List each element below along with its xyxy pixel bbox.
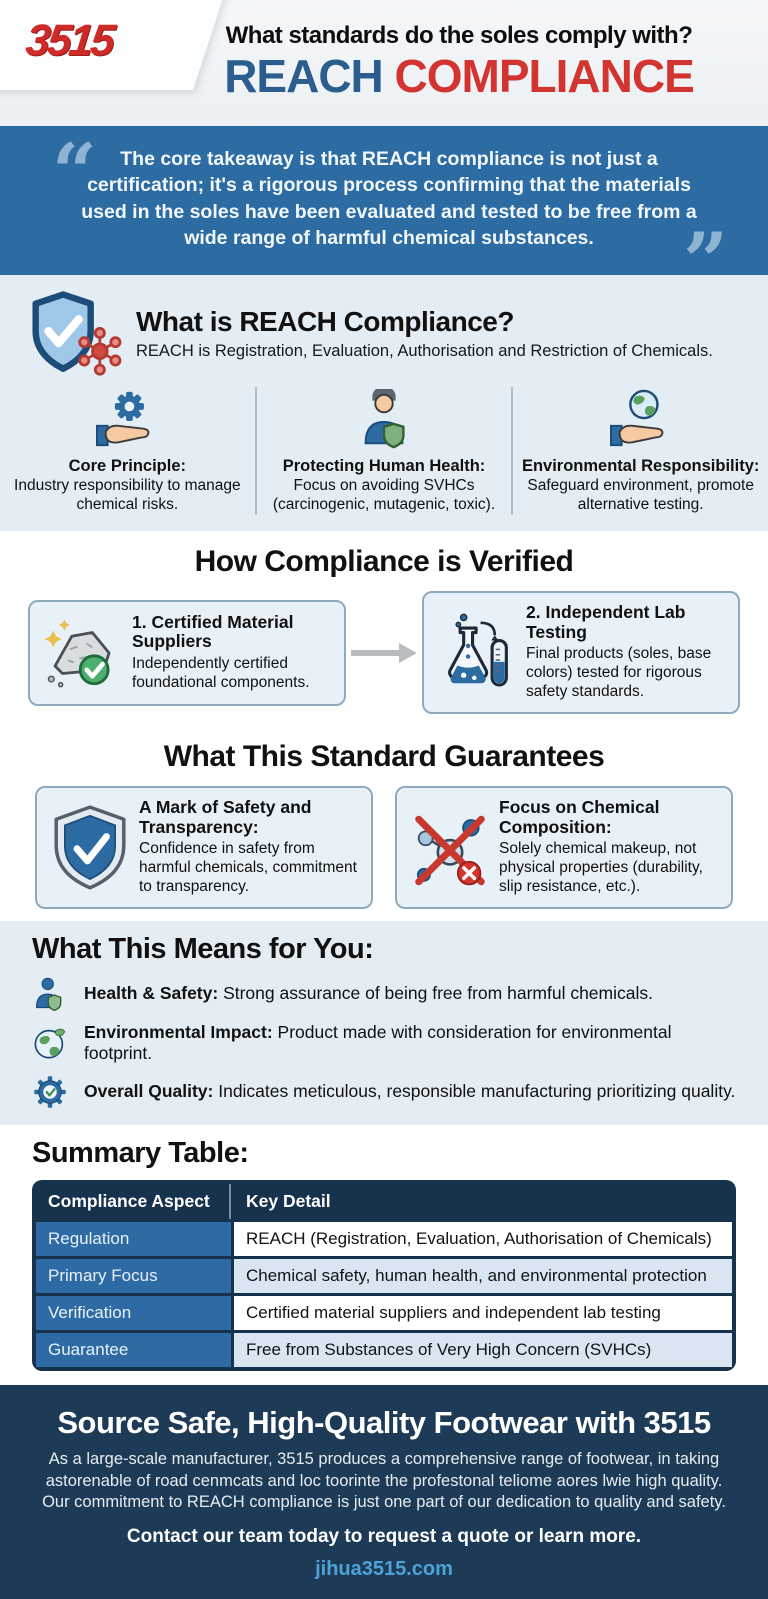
pillar-core-principle [0,387,255,515]
footer-line: astorenable of road cenmcats and loc toorinte the profestonal teliome aores lwie high quality. [45,1471,723,1490]
material-check-icon [40,612,126,694]
means-item-health [32,975,736,1013]
section-means-for-you [0,921,768,1125]
card-certified-suppliers [28,600,346,706]
person-shield-icon [265,387,504,451]
page-title [150,52,768,100]
what-is-titles [136,306,713,361]
cell-aspect: Regulation [36,1222,231,1256]
pillar-text: Safeguard environment, promote alternative testing. [527,477,754,514]
card-safety-transparency [35,786,373,909]
verified-title: How Compliance is Verified [194,545,574,579]
footer-title: Source Safe, High-Quality Footwear with 3515 [57,1404,711,1440]
footer-cta: Contact our team today to request a quote or learn more. [126,1526,642,1548]
card-text: Final products (soles, base colors) tested for rigorous safety standards. [526,645,712,701]
summary-table [33,1181,735,1370]
section-how-verified [0,531,768,726]
means-title: What This Means for You: [32,932,374,965]
title-compliance: COMPLIANCE [394,50,694,102]
quote-text: The core takeaway is that REACH compliance is not just a certification; it's a rigorous process confirming that the materials used in the soles have been evaluated and tested to be free from a wide range of harmful chemical substances. [81,148,697,249]
gear-check-icon [32,1073,68,1111]
means-label: Overall Quality: [84,1081,214,1102]
molecule-x-icon [407,804,493,890]
card-title: 2. Independent Lab Testing [526,602,686,642]
brand-logo: 3515 [23,16,115,65]
footer-line: Our commitment to REACH compliance is just one part of our dedication to quality and safety. [42,1493,726,1512]
means-item-quality [32,1073,736,1111]
pillar-human-health [255,387,512,515]
open-quote-icon: “ [52,127,97,218]
cell-aspect: Verification [36,1296,231,1330]
card-title: Focus on Chemical Composition: [499,796,660,837]
card-body [526,603,728,702]
globe-hand-icon [521,387,760,451]
what-is-title: What is REACH Compliance? [136,305,514,337]
lab-flask-icon [434,610,520,696]
means-body: Strong assurance of being free from harmful chemicals. [218,983,653,1004]
section-summary-table [0,1125,768,1385]
verified-cards [0,591,768,714]
cell-detail: Chemical safety, human health, and environmental protection [234,1259,732,1293]
guarantee-cards [0,786,768,909]
card-text: Solely chemical makeup, not physical properties (durability, slip resistance, etc.). [499,840,703,895]
card-body [499,798,721,897]
header-titles [150,0,768,100]
footer-line: As a large-scale manufacturer, 3515 produces a comprehensive range of footwear, in taking [48,1449,720,1468]
card-lab-testing [422,591,740,714]
title-space [383,50,395,102]
card-text: Confidence in safety from harmful chemicals, commitment to transparency. [139,840,357,895]
means-label: Environmental Impact: [84,1021,273,1042]
section-guarantees [0,726,768,921]
table-header-row [36,1184,732,1219]
card-chemical-composition [395,786,733,909]
pillar-environment [511,387,768,515]
page-header [0,0,768,126]
means-text [84,1022,736,1064]
table-row [36,1333,732,1367]
cell-detail: Certified material suppliers and independent lab testing [234,1296,732,1330]
page-footer [0,1385,768,1599]
means-text [84,1081,735,1102]
what-is-heading-row [30,289,738,377]
flow-arrow-icon [346,641,422,665]
reach-pillars [0,387,768,515]
table-row [36,1296,732,1330]
means-text [84,983,653,1004]
pillar-title: Environmental Responsibility: [521,457,760,476]
table-row [36,1222,732,1256]
footer-paragraph [24,1449,744,1514]
close-quote-icon: ” [683,215,728,307]
title-reach: REACH [224,50,383,102]
pillar-title: Core Principle: [68,457,187,476]
header-key-detail: Key Detail [246,1190,331,1211]
card-body [139,798,361,897]
person-shield-icon [32,975,68,1013]
card-title: 1. Certified Material Suppliers [132,611,294,652]
what-is-subtitle: REACH is Registration, Evaluation, Authorisation and Restriction of Chemicals. [136,341,713,360]
cell-aspect: Guarantee [36,1333,231,1367]
header-question: What standards do the soles comply with? [225,22,693,49]
shield-check-icon [47,803,133,891]
summary-title: Summary Table: [32,1136,249,1169]
pillar-text: Industry responsibility to manage chemical risks. [14,477,241,514]
card-text: Independently certified foundational components. [132,654,310,691]
means-body: Product made with consideration for environmental footprint. [84,1021,672,1063]
means-label: Health & Safety: [84,983,219,1004]
cell-detail: Free from Substances of Very High Concern (SVHCs) [234,1333,732,1367]
cell-detail: REACH (Registration, Evaluation, Authorisation of Chemicals) [234,1222,732,1256]
quote-banner [0,126,768,307]
header-compliance-aspect: Compliance Aspect [36,1184,231,1219]
means-body: Indicates meticulous, responsible manufacturing prioritizing quality. [213,1081,736,1102]
pillar-text: Focus on avoiding SVHCs (carcinogenic, mutagenic, toxic). [272,477,496,514]
gear-hand-icon [8,387,247,451]
table-row [36,1259,732,1293]
shield-check-molecule-icon [30,289,122,377]
summary-table-frame [32,1180,736,1371]
card-title: A Mark of Safety and Transparency: [139,796,312,837]
card-body [132,613,334,693]
cell-aspect: Primary Focus [36,1259,231,1293]
pillar-title: Protecting Human Health: [282,457,486,476]
means-item-environment [32,1022,736,1064]
section-what-is-reach [0,275,768,531]
globe-leaf-icon [32,1024,68,1062]
guarantees-title: What This Standard Guarantees [163,739,605,773]
website-link[interactable]: jihua3515.com [315,1558,453,1581]
